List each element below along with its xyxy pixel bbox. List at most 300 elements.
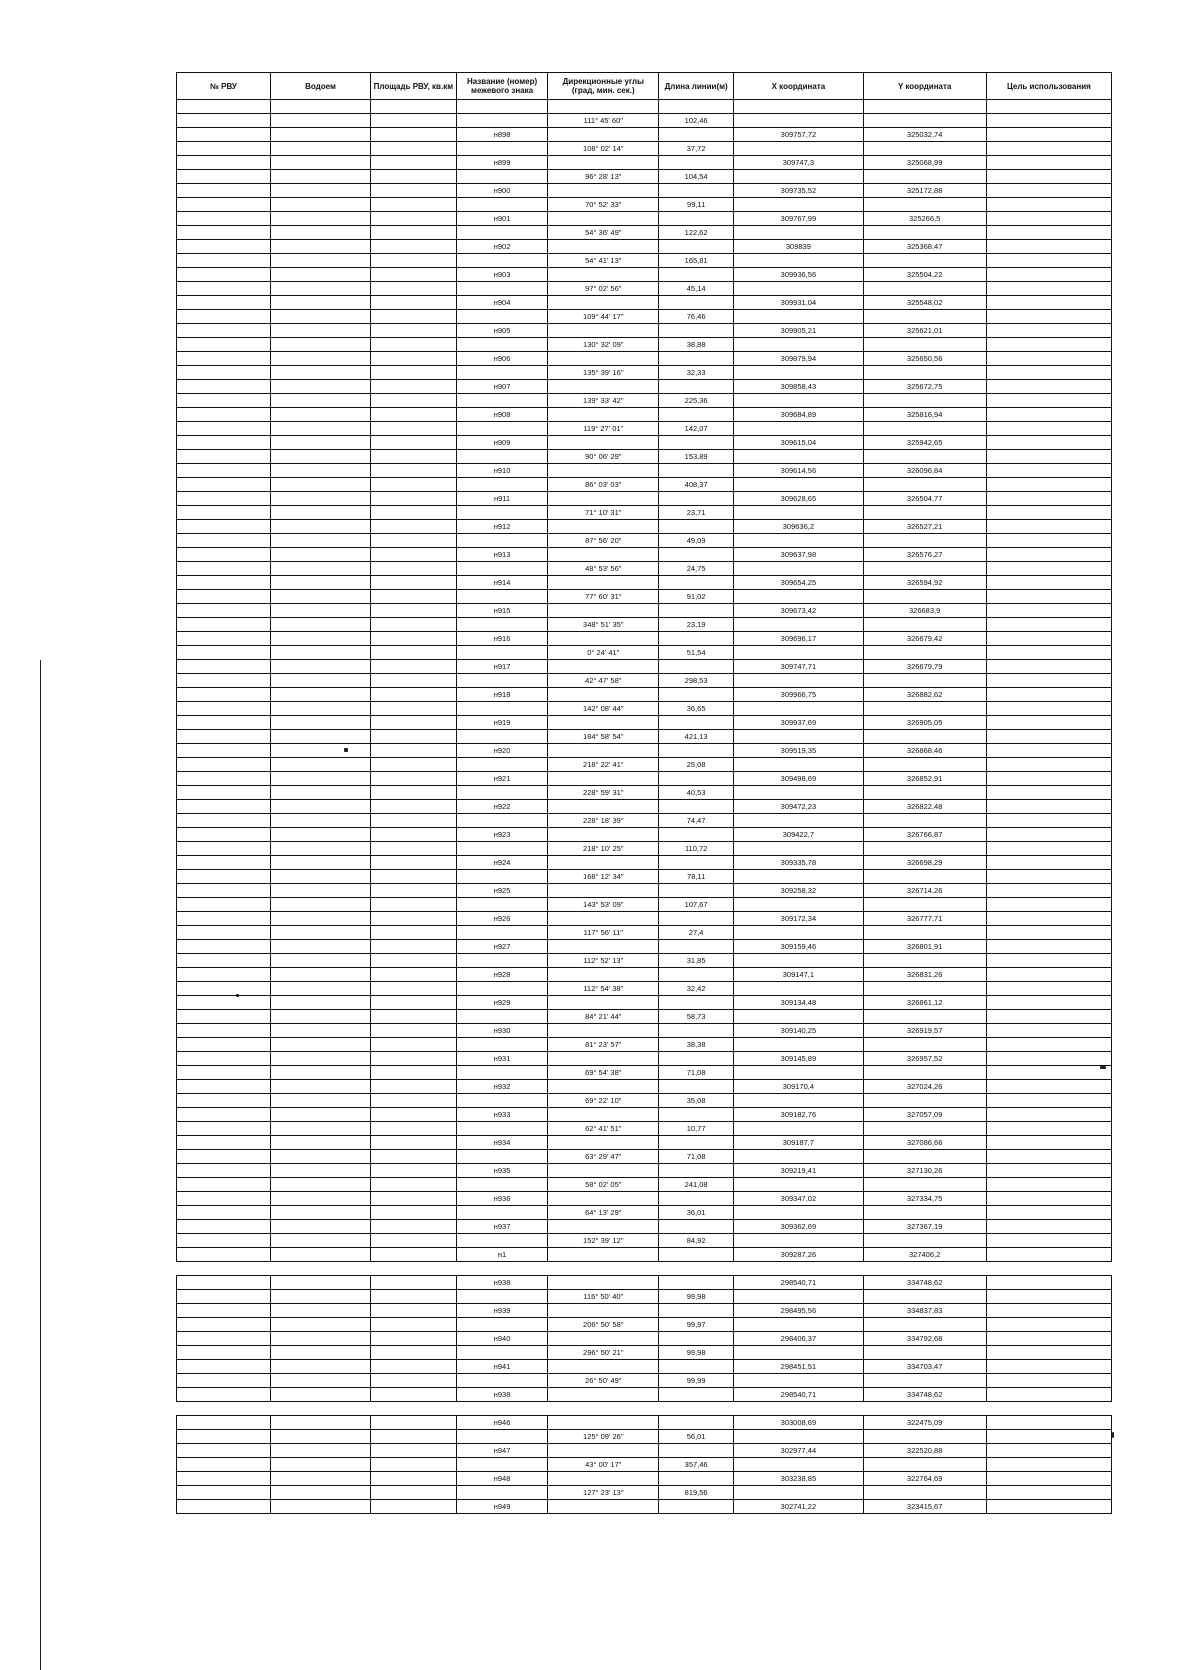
area-cell — [371, 114, 457, 128]
length-cell — [659, 828, 734, 842]
area-cell — [371, 184, 457, 198]
purpose-cell — [986, 1388, 1111, 1402]
purpose-cell — [986, 1094, 1111, 1108]
length-cell — [659, 1416, 734, 1430]
purpose-cell — [986, 1010, 1111, 1024]
length-cell — [659, 576, 734, 590]
area-cell — [371, 1038, 457, 1052]
table-row — [177, 604, 1112, 618]
x-cell: 298495,56 — [734, 1304, 863, 1318]
angle-cell: 206° 50' 58" — [548, 1318, 659, 1332]
rvu-cell — [177, 1150, 271, 1164]
angle-cell — [548, 632, 659, 646]
area-cell — [371, 1374, 457, 1388]
name-cell — [456, 1150, 548, 1164]
area-cell — [371, 408, 457, 422]
x-cell — [734, 254, 863, 268]
rvu-cell — [177, 856, 271, 870]
purpose-cell — [986, 212, 1111, 226]
area-cell — [371, 506, 457, 520]
x-cell: 309422,7 — [734, 828, 863, 842]
purpose-cell — [986, 982, 1111, 996]
x-cell: 309498,69 — [734, 772, 863, 786]
table-row — [177, 170, 1112, 184]
purpose-cell — [986, 492, 1111, 506]
scan-margin-line — [40, 660, 41, 1670]
purpose-cell — [986, 856, 1111, 870]
x-cell: 309362,69 — [734, 1220, 863, 1234]
rvu-cell — [177, 674, 271, 688]
water-cell — [270, 926, 370, 940]
area-cell — [371, 1136, 457, 1150]
x-cell — [734, 1486, 863, 1500]
length-cell: 91,02 — [659, 590, 734, 604]
purpose-cell — [986, 380, 1111, 394]
y-cell: 325548,02 — [863, 296, 986, 310]
length-cell — [659, 1248, 734, 1262]
name-cell: н925 — [456, 884, 548, 898]
area-cell — [371, 800, 457, 814]
purpose-cell — [986, 1164, 1111, 1178]
water-cell — [270, 198, 370, 212]
table-row — [177, 1178, 1112, 1192]
purpose-cell — [986, 1122, 1111, 1136]
angle-cell: 228° 59' 31" — [548, 786, 659, 800]
name-cell: н926 — [456, 912, 548, 926]
area-cell — [371, 282, 457, 296]
x-cell: 309187,7 — [734, 1136, 863, 1150]
rvu-cell — [177, 114, 271, 128]
length-cell: 408,37 — [659, 478, 734, 492]
purpose-cell — [986, 1332, 1111, 1346]
angle-cell: 0° 24' 41" — [548, 646, 659, 660]
purpose-cell — [986, 366, 1111, 380]
separator-cell — [177, 1402, 1112, 1416]
length-cell: 58,73 — [659, 1010, 734, 1024]
y-cell — [863, 730, 986, 744]
area-cell — [371, 1108, 457, 1122]
area-cell — [371, 478, 457, 492]
water-cell — [270, 408, 370, 422]
length-cell: 84,92 — [659, 1234, 734, 1248]
name-cell — [456, 1290, 548, 1304]
y-cell: 326957,52 — [863, 1052, 986, 1066]
purpose-cell — [986, 338, 1111, 352]
purpose-cell — [986, 730, 1111, 744]
x-cell — [734, 100, 863, 114]
purpose-cell — [986, 1472, 1111, 1486]
area-cell — [371, 1332, 457, 1346]
purpose-cell — [986, 170, 1111, 184]
y-cell — [863, 534, 986, 548]
y-cell: 334748,62 — [863, 1276, 986, 1290]
water-cell — [270, 912, 370, 926]
length-cell — [659, 884, 734, 898]
rvu-cell — [177, 170, 271, 184]
x-cell: 309614,56 — [734, 464, 863, 478]
area-cell — [371, 422, 457, 436]
purpose-cell — [986, 1234, 1111, 1248]
table-row — [177, 142, 1112, 156]
rvu-cell — [177, 1416, 271, 1430]
area-cell — [371, 198, 457, 212]
water-cell — [270, 716, 370, 730]
area-cell — [371, 170, 457, 184]
purpose-cell — [986, 450, 1111, 464]
table-row — [177, 1332, 1112, 1346]
rvu-cell — [177, 1066, 271, 1080]
length-cell: 45,14 — [659, 282, 734, 296]
length-cell — [659, 912, 734, 926]
length-cell — [659, 1388, 734, 1402]
purpose-cell — [986, 702, 1111, 716]
name-cell: н948 — [456, 1472, 548, 1486]
purpose-cell — [986, 842, 1111, 856]
y-cell — [863, 954, 986, 968]
y-cell — [863, 842, 986, 856]
x-cell: 309145,89 — [734, 1052, 863, 1066]
water-cell — [270, 226, 370, 240]
rvu-cell — [177, 618, 271, 632]
table-row — [177, 212, 1112, 226]
x-cell: 309839 — [734, 240, 863, 254]
purpose-cell — [986, 716, 1111, 730]
water-cell — [270, 338, 370, 352]
name-cell: н913 — [456, 548, 548, 562]
purpose-cell — [986, 1192, 1111, 1206]
water-cell — [270, 492, 370, 506]
y-cell: 327367,19 — [863, 1220, 986, 1234]
angle-cell: 43° 00' 17" — [548, 1458, 659, 1472]
area-cell — [371, 1150, 457, 1164]
rvu-cell — [177, 688, 271, 702]
x-cell — [734, 1458, 863, 1472]
rvu-cell — [177, 128, 271, 142]
purpose-cell — [986, 1486, 1111, 1500]
water-cell — [270, 1318, 370, 1332]
table-row — [177, 548, 1112, 562]
area-cell — [371, 1178, 457, 1192]
purpose-cell — [986, 436, 1111, 450]
area-cell — [371, 548, 457, 562]
purpose-cell — [986, 1416, 1111, 1430]
purpose-cell — [986, 786, 1111, 800]
length-cell — [659, 716, 734, 730]
name-cell — [456, 1122, 548, 1136]
table-row — [177, 772, 1112, 786]
table-row — [177, 282, 1112, 296]
name-cell: н933 — [456, 1108, 548, 1122]
rvu-cell — [177, 1276, 271, 1290]
name-cell — [456, 478, 548, 492]
angle-cell — [548, 464, 659, 478]
header-area: Площадь РВУ, кв.км — [371, 73, 457, 100]
table-row — [177, 688, 1112, 702]
purpose-cell — [986, 240, 1111, 254]
angle-cell — [548, 100, 659, 114]
rvu-cell — [177, 1234, 271, 1248]
x-cell — [734, 394, 863, 408]
name-cell: н907 — [456, 380, 548, 394]
name-cell — [456, 506, 548, 520]
water-cell — [270, 1164, 370, 1178]
table-row — [177, 758, 1112, 772]
x-cell: 309673,42 — [734, 604, 863, 618]
table-row — [177, 296, 1112, 310]
purpose-cell — [986, 156, 1111, 170]
area-cell — [371, 240, 457, 254]
area-cell — [371, 1486, 457, 1500]
rvu-cell — [177, 366, 271, 380]
y-cell — [863, 618, 986, 632]
y-cell — [863, 450, 986, 464]
table-row — [177, 1220, 1112, 1234]
purpose-cell — [986, 1052, 1111, 1066]
angle-cell — [548, 1388, 659, 1402]
table-row — [177, 506, 1112, 520]
name-cell: н940 — [456, 1332, 548, 1346]
table-row — [177, 870, 1112, 884]
area-cell — [371, 688, 457, 702]
length-cell — [659, 296, 734, 310]
area-cell — [371, 786, 457, 800]
table-row — [177, 1458, 1112, 1472]
length-cell — [659, 1164, 734, 1178]
length-cell — [659, 1080, 734, 1094]
rvu-cell — [177, 800, 271, 814]
length-cell — [659, 996, 734, 1010]
length-cell: 23,71 — [659, 506, 734, 520]
water-cell — [270, 660, 370, 674]
water-cell — [270, 1052, 370, 1066]
name-cell — [456, 562, 548, 576]
water-cell — [270, 1388, 370, 1402]
rvu-cell — [177, 464, 271, 478]
table-row — [177, 478, 1112, 492]
water-cell — [270, 954, 370, 968]
area-cell — [371, 898, 457, 912]
x-cell: 309905,21 — [734, 324, 863, 338]
name-cell: н909 — [456, 436, 548, 450]
purpose-cell — [986, 800, 1111, 814]
table-header-row — [177, 73, 1112, 100]
angle-cell — [548, 1164, 659, 1178]
angle-cell: 77° 60' 31" — [548, 590, 659, 604]
rvu-cell — [177, 1444, 271, 1458]
y-cell — [863, 758, 986, 772]
x-cell — [734, 226, 863, 240]
rvu-cell — [177, 1038, 271, 1052]
water-cell — [270, 142, 370, 156]
rvu-cell — [177, 534, 271, 548]
length-cell — [659, 856, 734, 870]
y-cell: 325650,56 — [863, 352, 986, 366]
name-cell — [456, 590, 548, 604]
angle-cell — [548, 1276, 659, 1290]
length-cell: 74,47 — [659, 814, 734, 828]
length-cell: 78,11 — [659, 870, 734, 884]
x-cell — [734, 702, 863, 716]
table-row — [177, 1024, 1112, 1038]
angle-cell: 296° 50' 21" — [548, 1346, 659, 1360]
y-cell: 325368,47 — [863, 240, 986, 254]
table-row — [177, 576, 1112, 590]
table-row — [177, 1276, 1112, 1290]
area-cell — [371, 954, 457, 968]
y-cell — [863, 786, 986, 800]
rvu-cell — [177, 1080, 271, 1094]
length-cell — [659, 772, 734, 786]
table-row — [177, 940, 1112, 954]
table-row — [177, 1360, 1112, 1374]
table-row — [177, 716, 1112, 730]
area-cell — [371, 156, 457, 170]
length-cell: 36,65 — [659, 702, 734, 716]
table-row — [177, 254, 1112, 268]
area-cell — [371, 436, 457, 450]
angle-cell — [548, 828, 659, 842]
area-cell — [371, 1192, 457, 1206]
y-cell — [863, 394, 986, 408]
x-cell: 309182,76 — [734, 1108, 863, 1122]
purpose-cell — [986, 394, 1111, 408]
y-cell: 325942,65 — [863, 436, 986, 450]
rvu-cell — [177, 1500, 271, 1514]
water-cell — [270, 1360, 370, 1374]
angle-cell: 119° 27' 01" — [548, 422, 659, 436]
x-cell: 309654,25 — [734, 576, 863, 590]
purpose-cell — [986, 1276, 1111, 1290]
angle-cell: 112° 54' 38" — [548, 982, 659, 996]
rvu-cell — [177, 338, 271, 352]
name-cell: н898 — [456, 128, 548, 142]
water-cell — [270, 380, 370, 394]
length-cell: 225,36 — [659, 394, 734, 408]
y-cell: 326679,79 — [863, 660, 986, 674]
table-row — [177, 1444, 1112, 1458]
purpose-cell — [986, 548, 1111, 562]
angle-cell: 108° 02' 14" — [548, 142, 659, 156]
water-cell — [270, 1472, 370, 1486]
y-cell — [863, 926, 986, 940]
angle-cell — [548, 1192, 659, 1206]
rvu-cell — [177, 1108, 271, 1122]
length-cell: 99,99 — [659, 1374, 734, 1388]
table-row — [177, 884, 1112, 898]
angle-cell: 127° 23' 13" — [548, 1486, 659, 1500]
y-cell — [863, 310, 986, 324]
area-cell — [371, 1066, 457, 1080]
water-cell — [270, 1220, 370, 1234]
angle-cell — [548, 576, 659, 590]
water-cell — [270, 1290, 370, 1304]
table-row — [177, 982, 1112, 996]
area-cell — [371, 562, 457, 576]
x-cell: 309735,52 — [734, 184, 863, 198]
table-row — [177, 1052, 1112, 1066]
angle-cell — [548, 352, 659, 366]
length-cell — [659, 436, 734, 450]
rvu-cell — [177, 884, 271, 898]
x-cell: 298451,51 — [734, 1360, 863, 1374]
x-cell — [734, 618, 863, 632]
header-marker-name: Название (номер) межевого знака — [456, 73, 548, 100]
length-cell: 165,81 — [659, 254, 734, 268]
rvu-cell — [177, 1374, 271, 1388]
y-cell — [863, 590, 986, 604]
y-cell — [863, 422, 986, 436]
table-row — [177, 534, 1112, 548]
y-cell: 327024,26 — [863, 1080, 986, 1094]
area-cell — [371, 1388, 457, 1402]
purpose-cell — [986, 590, 1111, 604]
table-row — [177, 1416, 1112, 1430]
water-cell — [270, 1024, 370, 1038]
length-cell: 24,75 — [659, 562, 734, 576]
water-cell — [270, 982, 370, 996]
rvu-cell — [177, 184, 271, 198]
length-cell — [659, 688, 734, 702]
table-row — [177, 324, 1112, 338]
length-cell: 32,42 — [659, 982, 734, 996]
length-cell — [659, 380, 734, 394]
length-cell — [659, 1192, 734, 1206]
x-cell — [734, 198, 863, 212]
rvu-cell — [177, 660, 271, 674]
area-cell — [371, 604, 457, 618]
angle-cell — [548, 492, 659, 506]
water-cell — [270, 1500, 370, 1514]
y-cell: 322475,09 — [863, 1416, 986, 1430]
coordinates-sheet — [176, 72, 1112, 1514]
angle-cell — [548, 1024, 659, 1038]
angle-cell — [548, 660, 659, 674]
y-cell: 327057,09 — [863, 1108, 986, 1122]
length-cell: 99,98 — [659, 1346, 734, 1360]
area-cell — [371, 1304, 457, 1318]
area-cell — [371, 744, 457, 758]
x-cell: 309172,34 — [734, 912, 863, 926]
angle-cell: 112° 52' 13" — [548, 954, 659, 968]
y-cell: 326698,29 — [863, 856, 986, 870]
y-cell: 325266,5 — [863, 212, 986, 226]
angle-cell: 90° 06' 29" — [548, 450, 659, 464]
area-cell — [371, 870, 457, 884]
water-cell — [270, 464, 370, 478]
x-cell — [734, 758, 863, 772]
table-row — [177, 814, 1112, 828]
angle-cell: 168° 12' 34" — [548, 870, 659, 884]
water-cell — [270, 1374, 370, 1388]
water-cell — [270, 1430, 370, 1444]
area-cell — [371, 674, 457, 688]
table-row — [177, 156, 1112, 170]
x-cell: 309767,99 — [734, 212, 863, 226]
name-cell: н934 — [456, 1136, 548, 1150]
length-cell: 71,08 — [659, 1066, 734, 1080]
rvu-cell — [177, 254, 271, 268]
angle-cell: 54° 41' 13" — [548, 254, 659, 268]
x-cell: 309937,69 — [734, 716, 863, 730]
angle-cell: 143° 53' 09" — [548, 898, 659, 912]
length-cell: 421,13 — [659, 730, 734, 744]
table-body — [177, 100, 1112, 1514]
rvu-cell — [177, 996, 271, 1010]
name-cell: н936 — [456, 1192, 548, 1206]
angle-cell — [548, 268, 659, 282]
water-cell — [270, 282, 370, 296]
purpose-cell — [986, 1346, 1111, 1360]
